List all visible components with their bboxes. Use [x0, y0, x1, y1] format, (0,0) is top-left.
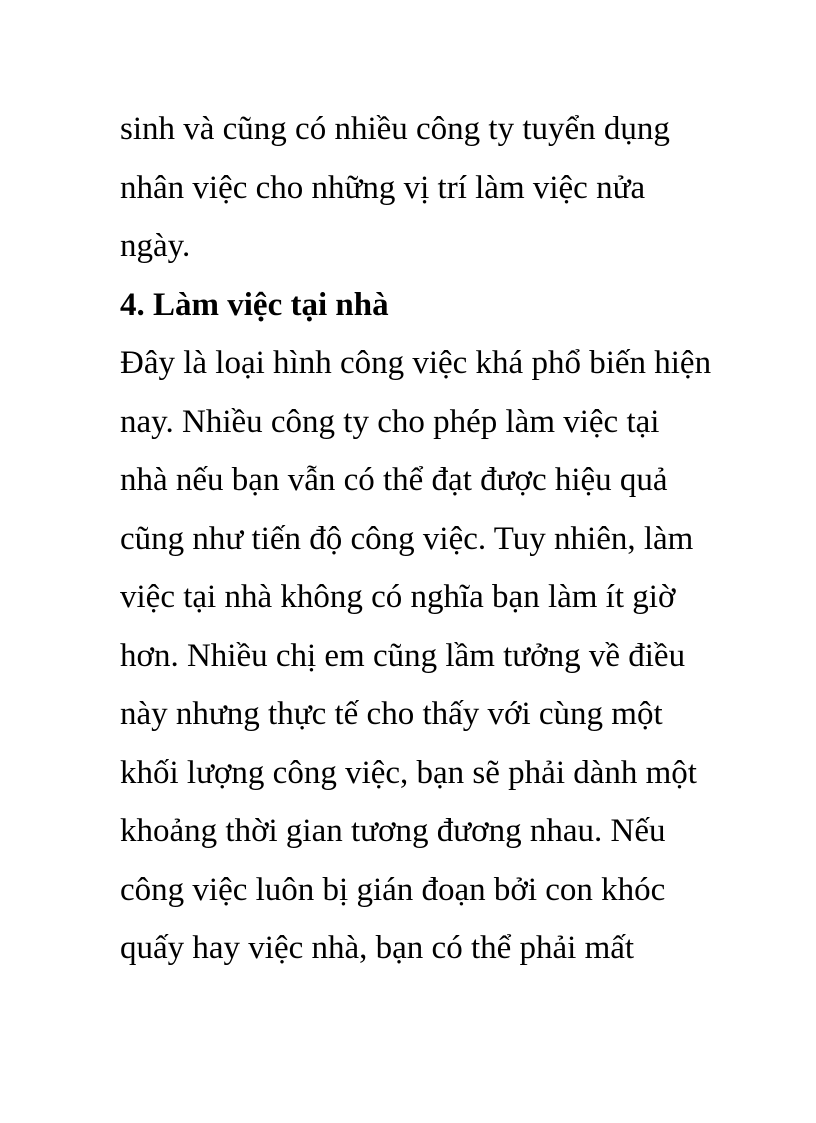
text-line: hơn. Nhiều chị em cũng lầm tưởng về điều [120, 637, 686, 674]
text-line: khối lượng công việc, bạn sẽ phải dành một [120, 754, 697, 791]
text-line: ngày. [120, 228, 191, 264]
text-line: nay. Nhiều công ty cho phép làm việc tại [120, 403, 660, 440]
text-line: Đây là loại hình công việc khá phổ biến hiện [120, 345, 712, 381]
document-content [120, 100, 740, 978]
text-line: khoảng thời gian tương đương nhau. Nếu [120, 813, 666, 849]
text-line: này nhưng thực tế cho thấy với cùng một [120, 696, 663, 732]
text-line: cũng như tiến độ công việc. Tuy nhiên, làm [120, 520, 694, 557]
text-line: sinh và cũng có nhiều công ty tuyển dụng [120, 111, 670, 147]
intro-paragraph [120, 100, 740, 276]
text-line: việc tại nhà không có nghĩa bạn làm ít giờ [120, 579, 676, 615]
body-paragraph [120, 334, 740, 978]
section-heading: 4. Làm việc tại nhà [120, 286, 389, 323]
text-line: nhà nếu bạn vẫn có thể đạt được hiệu quả [120, 462, 668, 498]
text-line: công việc luôn bị gián đoạn bởi con khóc [120, 871, 666, 908]
text-line: nhân việc cho những vị trí làm việc nửa [120, 169, 646, 206]
text-line: quấy hay việc nhà, bạn có thể phải mất [120, 930, 635, 966]
